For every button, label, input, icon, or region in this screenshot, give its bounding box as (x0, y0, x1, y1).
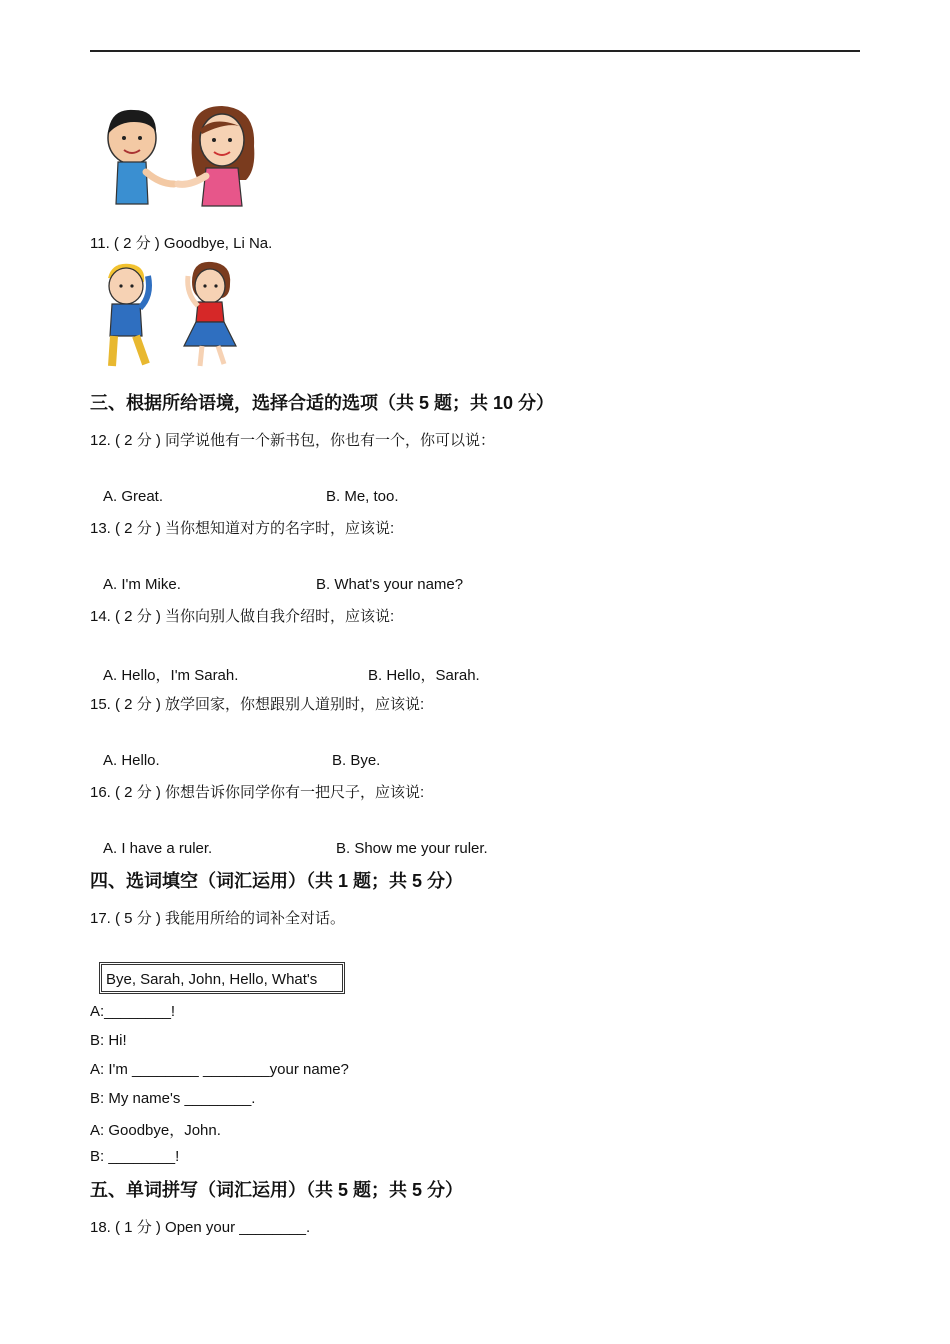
dialogue-line: A:________! (90, 1003, 176, 1020)
header-rule (90, 50, 860, 52)
question-13: 13. ( 2 分 ) 当你想知道对方的名字时，应该说: (90, 520, 395, 537)
question-11: 11. ( 2 分 ) Goodbye, Li Na. (90, 235, 273, 252)
word-bank-box (99, 962, 345, 994)
section-5-heading: 五、单词拼写（词汇运用）（共 5 题；共 5 分） (90, 1180, 464, 1200)
dialogue-line: B: My name's ________. (90, 1090, 256, 1107)
waving-illustration (90, 256, 258, 372)
question-12: 12. ( 2 分 ) 同学说他有一个新书包，你也有一个，你可以说： (90, 432, 496, 449)
dialogue-line: B: ________! (90, 1148, 180, 1165)
dialogue-line: B: Hi! (90, 1032, 127, 1049)
question-16-option-b[interactable]: B. Show me your ruler. (336, 840, 488, 857)
dialogue-line: A: Goodbye，John. (90, 1122, 221, 1139)
question-14-option-b[interactable]: B. Hello，Sarah. (368, 667, 480, 684)
question-12-option-a[interactable]: A. Great. (103, 488, 164, 505)
question-15: 15. ( 2 分 ) 放学回家，你想跟别人道别时，应该说: (90, 696, 425, 713)
question-13-option-a[interactable]: A. I'm Mike. (103, 576, 181, 593)
question-15-option-a[interactable]: A. Hello. (103, 752, 160, 769)
word-bank-text: Bye, Sarah, John, Hello, What's (106, 971, 318, 988)
section-4-heading: 四、选词填空（词汇运用）（共 1 题；共 5 分） (90, 871, 464, 891)
section-3-heading: 三、根据所给语境，选择合适的选项（共 5 题；共 10 分） (90, 393, 555, 413)
handshake-illustration (90, 100, 268, 210)
question-13-option-b[interactable]: B. What's your name? (316, 576, 464, 593)
question-18: 18. ( 1 分 ) Open your ________. (90, 1219, 311, 1236)
question-17: 17. ( 5 分 ) 我能用所给的词补全对话。 (90, 910, 346, 927)
question-16-option-a[interactable]: A. I have a ruler. (103, 840, 213, 857)
question-12-option-b[interactable]: B. Me, too. (326, 488, 399, 505)
question-16: 16. ( 2 分 ) 你想告诉你同学你有一把尺子，应该说: (90, 784, 425, 801)
question-14: 14. ( 2 分 ) 当你向别人做自我介绍时，应该说: (90, 608, 395, 625)
question-14-option-a[interactable]: A. Hello，I'm Sarah. (103, 667, 239, 684)
question-15-option-b[interactable]: B. Bye. (332, 752, 381, 769)
dialogue-line: A: I'm ________ ________your name? (90, 1061, 349, 1078)
